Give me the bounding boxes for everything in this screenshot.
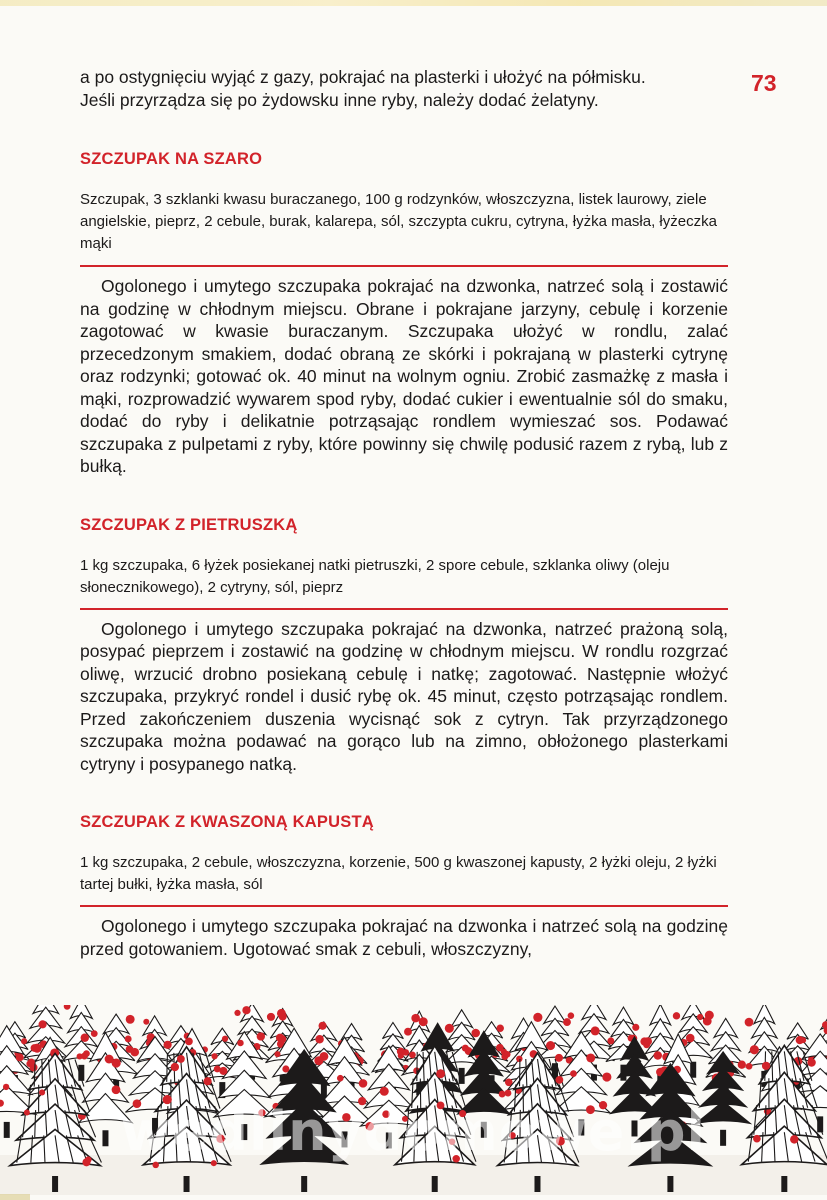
recipe-title: SZCZUPAK Z KWASZONĄ KAPUSTĄ (80, 813, 374, 831)
recipe-title: SZCZUPAK NA SZARO (80, 150, 263, 168)
intro-line-2: Jeśli przyrządza się po żydowsku inne ryby, należy dodać żelatyny. (80, 90, 599, 110)
intro-continuation (80, 66, 728, 112)
divider-rule (80, 905, 728, 907)
recipe-szczupak-na-szaro (80, 150, 728, 478)
watermark: wedlinydomowe.pl (120, 1100, 707, 1163)
recipe-ingredients: 1 kg szczupaka, 2 cebule, włoszczyzna, korzenie, 500 g kwaszonej kapusty, 2 łyżki oleju, 2 łyżki tartej bułki, łyżka masła, sól (80, 854, 717, 893)
recipe-method: Ogolonego i umytego szczupaka pokrajać na dzwonka, natrzeć prażoną solą, posypać pieprzem i zostawić na godzinę w chłodnym miejscu. W rondlu rozgrzać oliwę, wrzucić drobno posiekaną cebulę i natkę; zagotować. Następnie włożyć szczupaka, przykryć rondel i dusić rybę ok. 45 minut, często potrząsając rondlem. Przed zakończeniem duszenia wycisnąć sok z cytryn. Tak przyrządzonego szczupaka można podawać na gorąco lub na zimno, obłożonego plasterkami cytryny i posypanego natką. (80, 618, 728, 774)
recipe-method: Ogolonego i umytego szczupaka pokrajać na dzwonka, natrzeć solą i zostawić na godzinę w chłodnym miejscu. Obrane i pokrajane jarzyny, cebulę i korzenie zagotować w kwasie buraczanym. Szczupaka ułożyć w rondlu, zalać przecedzonym smakiem, dodać obraną ze skórki i pokrajaną w plasterki cytrynę oraz rodzynki; gotować ok. 40 minut na wolnym ogniu. Zrobić zasmażkę z masła i mąki, rozprowadzić wywarem spod ryby, dodać cukier i ewentualnie sól do smaku, dodać do ryby i delikatnie potrząsając rondlem wymieszać sos. Podawać szczupaka z pulpetami z ryby, które powinny się chwilę podusić razem z rybą, lub z bułką. (80, 276, 728, 476)
intro-line-1: a po ostygnięciu wyjąć z gazy, pokrajać na plasterki i ułożyć na półmisku. (80, 67, 646, 87)
corner-mark (0, 1194, 30, 1200)
divider-rule (80, 608, 728, 610)
recipe-ingredients: 1 kg szczupaka, 6 łyżek posiekanej natki pietruszki, 2 spore cebule, szklanka oliwy (oleju słonecznikowego), 2 cytryny, sól, pieprz (80, 556, 670, 596)
recipe-ingredients: Szczupak, 3 szklanki kwasu buraczanego, 100 g rodzynków, włoszczyzna, listek laurowy, ziele angielskie, pieprz, 2 cebule, burak, kalarepa, sól, szczypta cukru, cytryna, łyżka masła, łyżeczka mąki (80, 191, 717, 252)
recipe-title: SZCZUPAK Z PIETRUSZKĄ (80, 515, 298, 534)
recipe-szczupak-z-kwaszona-kapusta (80, 813, 728, 960)
recipe-szczupak-z-pietruszka (80, 516, 728, 776)
top-color-strip (0, 0, 827, 6)
recipe-method: Ogolonego i umytego szczupaka pokrajać na dzwonka i natrzeć solą na godzinę przed gotowaniem. Ugotować smak z cebuli, włoszczyzny, (80, 916, 728, 959)
divider-rule (80, 265, 728, 267)
page-number: 73 (751, 70, 777, 96)
page-content (80, 66, 728, 960)
